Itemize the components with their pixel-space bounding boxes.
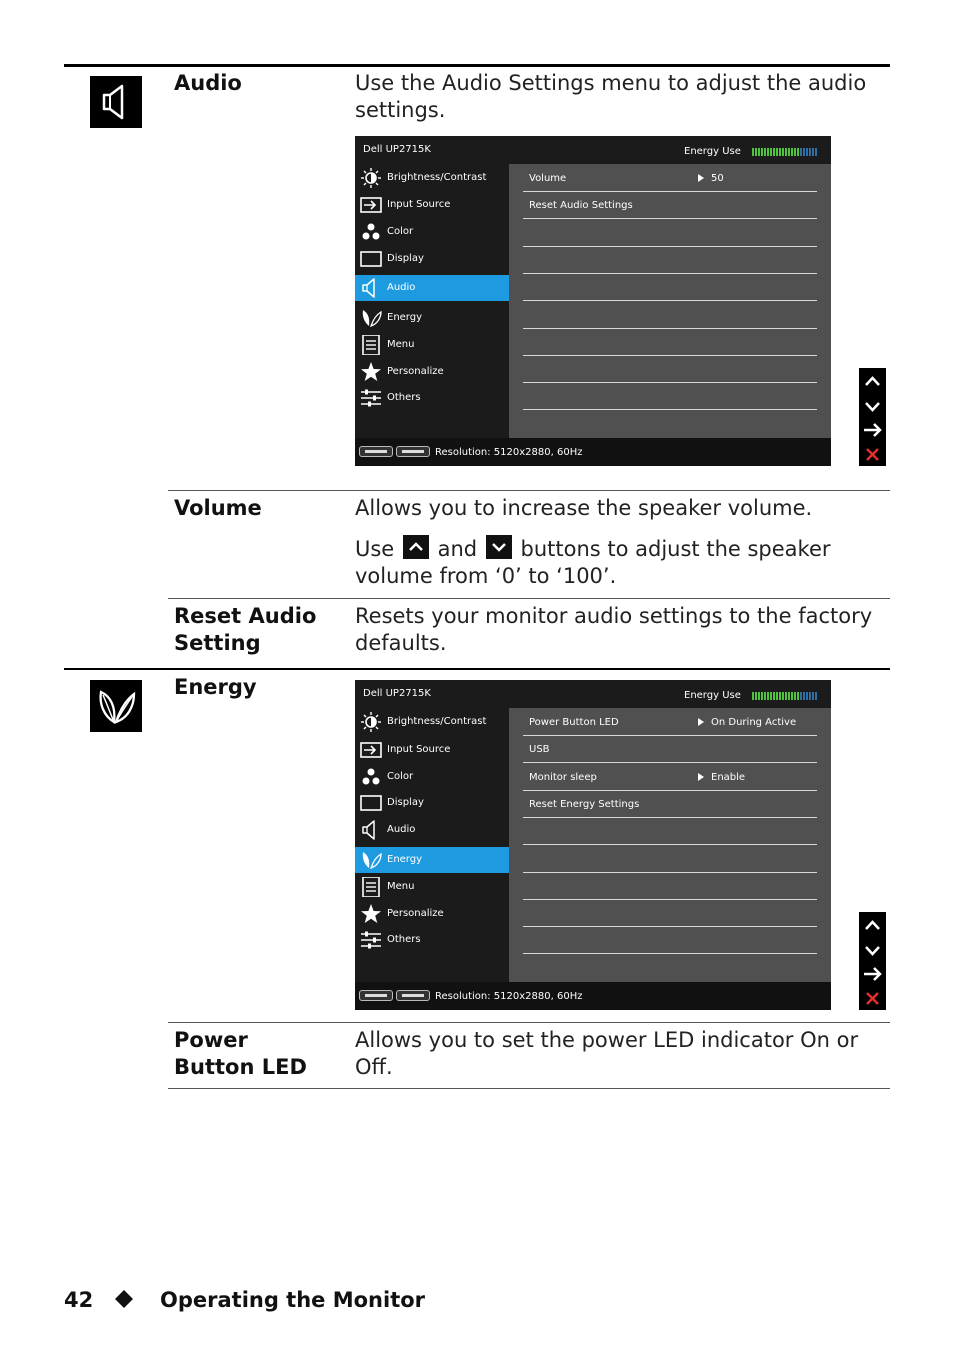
energy-meter-segment: [791, 148, 793, 156]
osd-submenu-item-volume[interactable]: [523, 165, 817, 192]
osd-control-buttons: [859, 912, 886, 1010]
color-icon: [360, 222, 382, 242]
volume-rest-text: buttons to adjust the speaker volume from ‘0’ to ‘100’.: [355, 537, 831, 588]
speaker-icon: [360, 820, 382, 840]
down-button[interactable]: [859, 394, 886, 418]
energy-use-meter: [752, 692, 820, 700]
menu-icon: [360, 335, 382, 355]
up-button[interactable]: [859, 370, 886, 394]
volume-description: [355, 495, 880, 590]
osd-menu-item-personalize[interactable]: [355, 359, 509, 385]
down-button-icon: [486, 535, 512, 559]
play-arrow-icon: [698, 174, 704, 182]
osd-status-bar: [355, 438, 831, 466]
energy-meter-segment: [785, 148, 787, 156]
osd-submenu-label: Reset Energy Settings: [529, 798, 640, 810]
energy-meter-segment: [755, 692, 757, 700]
energy-meter-segment: [752, 148, 754, 156]
energy-meter-segment: [782, 148, 784, 156]
osd-menu-item-color[interactable]: [355, 764, 509, 790]
osd-submenu-empty-row: [523, 220, 817, 247]
osd-menu-label: Energy: [387, 312, 423, 323]
display-icon: [360, 249, 382, 269]
leaf-icon: [360, 308, 382, 328]
enter-button[interactable]: [859, 418, 886, 442]
energy-term: Energy: [174, 675, 257, 699]
osd-main-menu: [355, 708, 509, 982]
energy-meter-segment: [794, 692, 796, 700]
osd-submenu-empty-row: [523, 846, 817, 873]
osd-menu-item-display[interactable]: [355, 790, 509, 816]
osd-submenu-label: Volume: [529, 173, 567, 184]
osd-submenu: [509, 708, 831, 982]
osd-menu-label: Brightness/Contrast: [387, 172, 487, 183]
energy-meter-segment: [809, 692, 811, 700]
color-icon: [360, 767, 382, 787]
osd-submenu-item-power-button-led[interactable]: [523, 709, 817, 736]
energy-meter-segment: [785, 692, 787, 700]
energy-osd-screenshot: [355, 680, 831, 1010]
down-button[interactable]: [859, 938, 886, 962]
osd-model-name: Dell UP2715K: [363, 688, 431, 699]
osd-menu-item-brightness-contrast[interactable]: [355, 165, 509, 191]
osd-submenu-empty-row: [523, 927, 817, 954]
osd-submenu-item-reset-audio-settings[interactable]: [523, 192, 817, 219]
sliders-icon: [360, 388, 382, 408]
play-arrow-icon: [698, 718, 704, 726]
osd-energy-label: Energy Use: [684, 146, 741, 157]
osd-submenu-empty-row: [523, 247, 817, 274]
exit-button[interactable]: [859, 986, 886, 1010]
osd-main-menu: [355, 164, 509, 438]
osd-menu-item-others[interactable]: [355, 927, 509, 953]
osd-menu-item-personalize[interactable]: [355, 901, 509, 927]
leaf-icon: [360, 850, 382, 870]
energy-meter-segment: [767, 148, 769, 156]
up-button-icon: [403, 535, 429, 559]
osd-submenu-empty-row: [523, 873, 817, 900]
row-divider: [168, 598, 890, 599]
reset-audio-description: Resets your monitor audio settings to the factory defaults.: [355, 604, 873, 655]
energy-meter-segment: [764, 692, 766, 700]
power-led-term: Power Button LED: [174, 1028, 307, 1079]
volume-line1: Allows you to increase the speaker volume.: [355, 496, 813, 520]
osd-menu-item-audio[interactable]: [355, 275, 509, 301]
volume-and-word: and: [437, 537, 478, 561]
energy-meter-segment: [797, 148, 799, 156]
brightness-icon: [360, 712, 382, 732]
energy-meter-segment: [767, 692, 769, 700]
energy-meter-segment: [788, 148, 790, 156]
osd-status-bar: [355, 982, 831, 1010]
osd-submenu: [509, 164, 831, 438]
section-rule-energy: [64, 668, 890, 670]
input-source-icon: [360, 740, 382, 760]
osd-submenu-empty-row: [523, 900, 817, 927]
osd-menu-label: Color: [387, 226, 414, 237]
speaker-icon: [360, 278, 382, 298]
osd-submenu-value-text: On During Active: [711, 717, 797, 728]
connector-icon: [359, 990, 393, 1001]
connector-icon: [396, 446, 430, 457]
energy-meter-segment: [815, 692, 817, 700]
reset-audio-term: Reset Audio Setting: [174, 604, 317, 655]
osd-submenu-value: [698, 772, 745, 783]
energy-meter-segment: [779, 692, 781, 700]
osd-submenu-item-monitor-sleep[interactable]: [523, 764, 817, 791]
osd-menu-item-energy[interactable]: [355, 847, 509, 873]
osd-menu-label: Energy: [387, 854, 423, 865]
audio-osd-screenshot: [355, 136, 831, 466]
row-divider: [168, 1088, 890, 1089]
osd-menu-item-audio[interactable]: [355, 817, 509, 843]
osd-submenu-label: Monitor sleep: [529, 771, 597, 783]
page-number: 42: [64, 1288, 94, 1312]
exit-button[interactable]: [859, 442, 886, 466]
energy-meter-segment: [773, 692, 775, 700]
osd-submenu-value: [698, 173, 724, 184]
volume-term: Volume: [174, 496, 262, 520]
osd-menu-item-display[interactable]: [355, 246, 509, 272]
energy-meter-segment: [770, 692, 772, 700]
osd-menu-label: Others: [387, 392, 421, 403]
osd-menu-label: Menu: [387, 881, 415, 892]
osd-submenu-value-text: 50: [711, 173, 724, 184]
osd-menu-item-input-source[interactable]: [355, 737, 509, 763]
audio-description: Use the Audio Settings menu to adjust the audio settings.: [355, 71, 867, 122]
osd-submenu-value-text: Enable: [711, 771, 746, 783]
osd-submenu-item-reset-energy-settings[interactable]: [523, 791, 817, 818]
osd-menu-item-color[interactable]: [355, 219, 509, 245]
osd-model-name: Dell UP2715K: [363, 144, 431, 155]
energy-meter-segment: [776, 148, 778, 156]
up-button[interactable]: [859, 914, 886, 938]
osd-menu-label: Audio: [387, 282, 416, 293]
display-icon: [360, 793, 382, 813]
input-source-icon: [360, 195, 382, 215]
osd-menu-label: Personalize: [387, 908, 444, 919]
osd-submenu-label: Power Button LED: [529, 717, 619, 728]
energy-meter-segment: [809, 148, 811, 156]
osd-menu-label: Brightness/Contrast: [387, 716, 487, 727]
osd-menu-item-brightness-contrast[interactable]: [355, 709, 509, 735]
energy-meter-segment: [812, 148, 814, 156]
energy-meter-segment: [800, 692, 802, 700]
osd-menu-item-energy[interactable]: [355, 305, 509, 331]
osd-resolution: Resolution: 5120x2880, 60Hz: [435, 991, 583, 1002]
osd-energy-label: Energy Use: [684, 690, 741, 701]
osd-submenu-empty-row: [523, 302, 817, 329]
osd-submenu-label: USB: [529, 744, 550, 756]
energy-meter-segment: [794, 148, 796, 156]
osd-menu-label: Input Source: [387, 744, 451, 755]
energy-meter-segment: [815, 148, 817, 156]
section-rule-audio: [64, 64, 890, 67]
energy-meter-segment: [806, 148, 808, 156]
osd-submenu-empty-row: [523, 356, 817, 383]
energy-meter-segment: [758, 692, 760, 700]
energy-meter-segment: [782, 692, 784, 700]
osd-control-buttons: [859, 368, 886, 466]
energy-meter-segment: [773, 148, 775, 156]
energy-meter-segment: [758, 148, 760, 156]
energy-meter-segment: [755, 148, 757, 156]
osd-submenu-empty-row: [523, 818, 817, 845]
row-divider: [168, 490, 890, 491]
row-divider: [168, 1022, 890, 1023]
energy-meter-segment: [752, 692, 754, 700]
osd-menu-label: Audio: [387, 824, 416, 835]
osd-menu-item-menu[interactable]: [355, 874, 509, 900]
star-icon: [360, 904, 382, 924]
osd-title-bar: [355, 680, 831, 708]
leaf-icon: [90, 680, 142, 732]
osd-submenu-label: Reset Audio Settings: [529, 200, 633, 212]
energy-meter-segment: [764, 148, 766, 156]
diamond-icon: [115, 1290, 133, 1308]
osd-menu-item-others[interactable]: [355, 385, 509, 411]
power-led-description: Allows you to set the power LED indicator On or Off.: [355, 1028, 859, 1079]
speaker-icon: [90, 76, 142, 128]
energy-meter-segment: [779, 148, 781, 156]
energy-meter-segment: [797, 692, 799, 700]
osd-menu-label: Input Source: [387, 199, 451, 210]
osd-menu-label: Personalize: [387, 366, 444, 377]
osd-submenu-empty-row: [523, 274, 817, 301]
energy-meter-segment: [788, 692, 790, 700]
osd-menu-label: Display: [387, 253, 424, 264]
energy-meter-segment: [791, 692, 793, 700]
audio-term: Audio: [174, 71, 242, 95]
volume-line2: [355, 535, 880, 590]
osd-submenu-value: [698, 717, 796, 728]
osd-menu-label: Color: [387, 771, 414, 782]
star-icon: [360, 362, 382, 382]
energy-meter-segment: [803, 148, 805, 156]
energy-use-meter: [752, 148, 820, 156]
sliders-icon: [360, 930, 382, 950]
volume-use-word: Use: [355, 537, 395, 561]
osd-menu-label: Others: [387, 934, 421, 945]
osd-menu-label: Menu: [387, 339, 415, 350]
energy-meter-segment: [761, 148, 763, 156]
play-arrow-icon: [698, 773, 704, 781]
brightness-icon: [360, 168, 382, 188]
osd-title-bar: [355, 136, 831, 164]
osd-menu-item-input-source[interactable]: [355, 192, 509, 218]
energy-meter-segment: [770, 148, 772, 156]
chapter-title: Operating the Monitor: [160, 1288, 426, 1312]
energy-meter-segment: [812, 692, 814, 700]
osd-resolution: Resolution: 5120x2880, 60Hz: [435, 447, 583, 458]
menu-icon: [360, 877, 382, 897]
energy-meter-segment: [761, 692, 763, 700]
osd-submenu-item-usb[interactable]: [523, 736, 817, 763]
osd-menu-label: Display: [387, 797, 424, 808]
energy-meter-segment: [800, 148, 802, 156]
osd-submenu-empty-row: [523, 383, 817, 410]
energy-meter-segment: [776, 692, 778, 700]
energy-meter-segment: [806, 692, 808, 700]
osd-menu-item-menu[interactable]: [355, 332, 509, 358]
connector-icon: [396, 990, 430, 1001]
connector-icon: [359, 446, 393, 457]
enter-button[interactable]: [859, 962, 886, 986]
osd-submenu-empty-row: [523, 329, 817, 356]
energy-meter-segment: [803, 692, 805, 700]
